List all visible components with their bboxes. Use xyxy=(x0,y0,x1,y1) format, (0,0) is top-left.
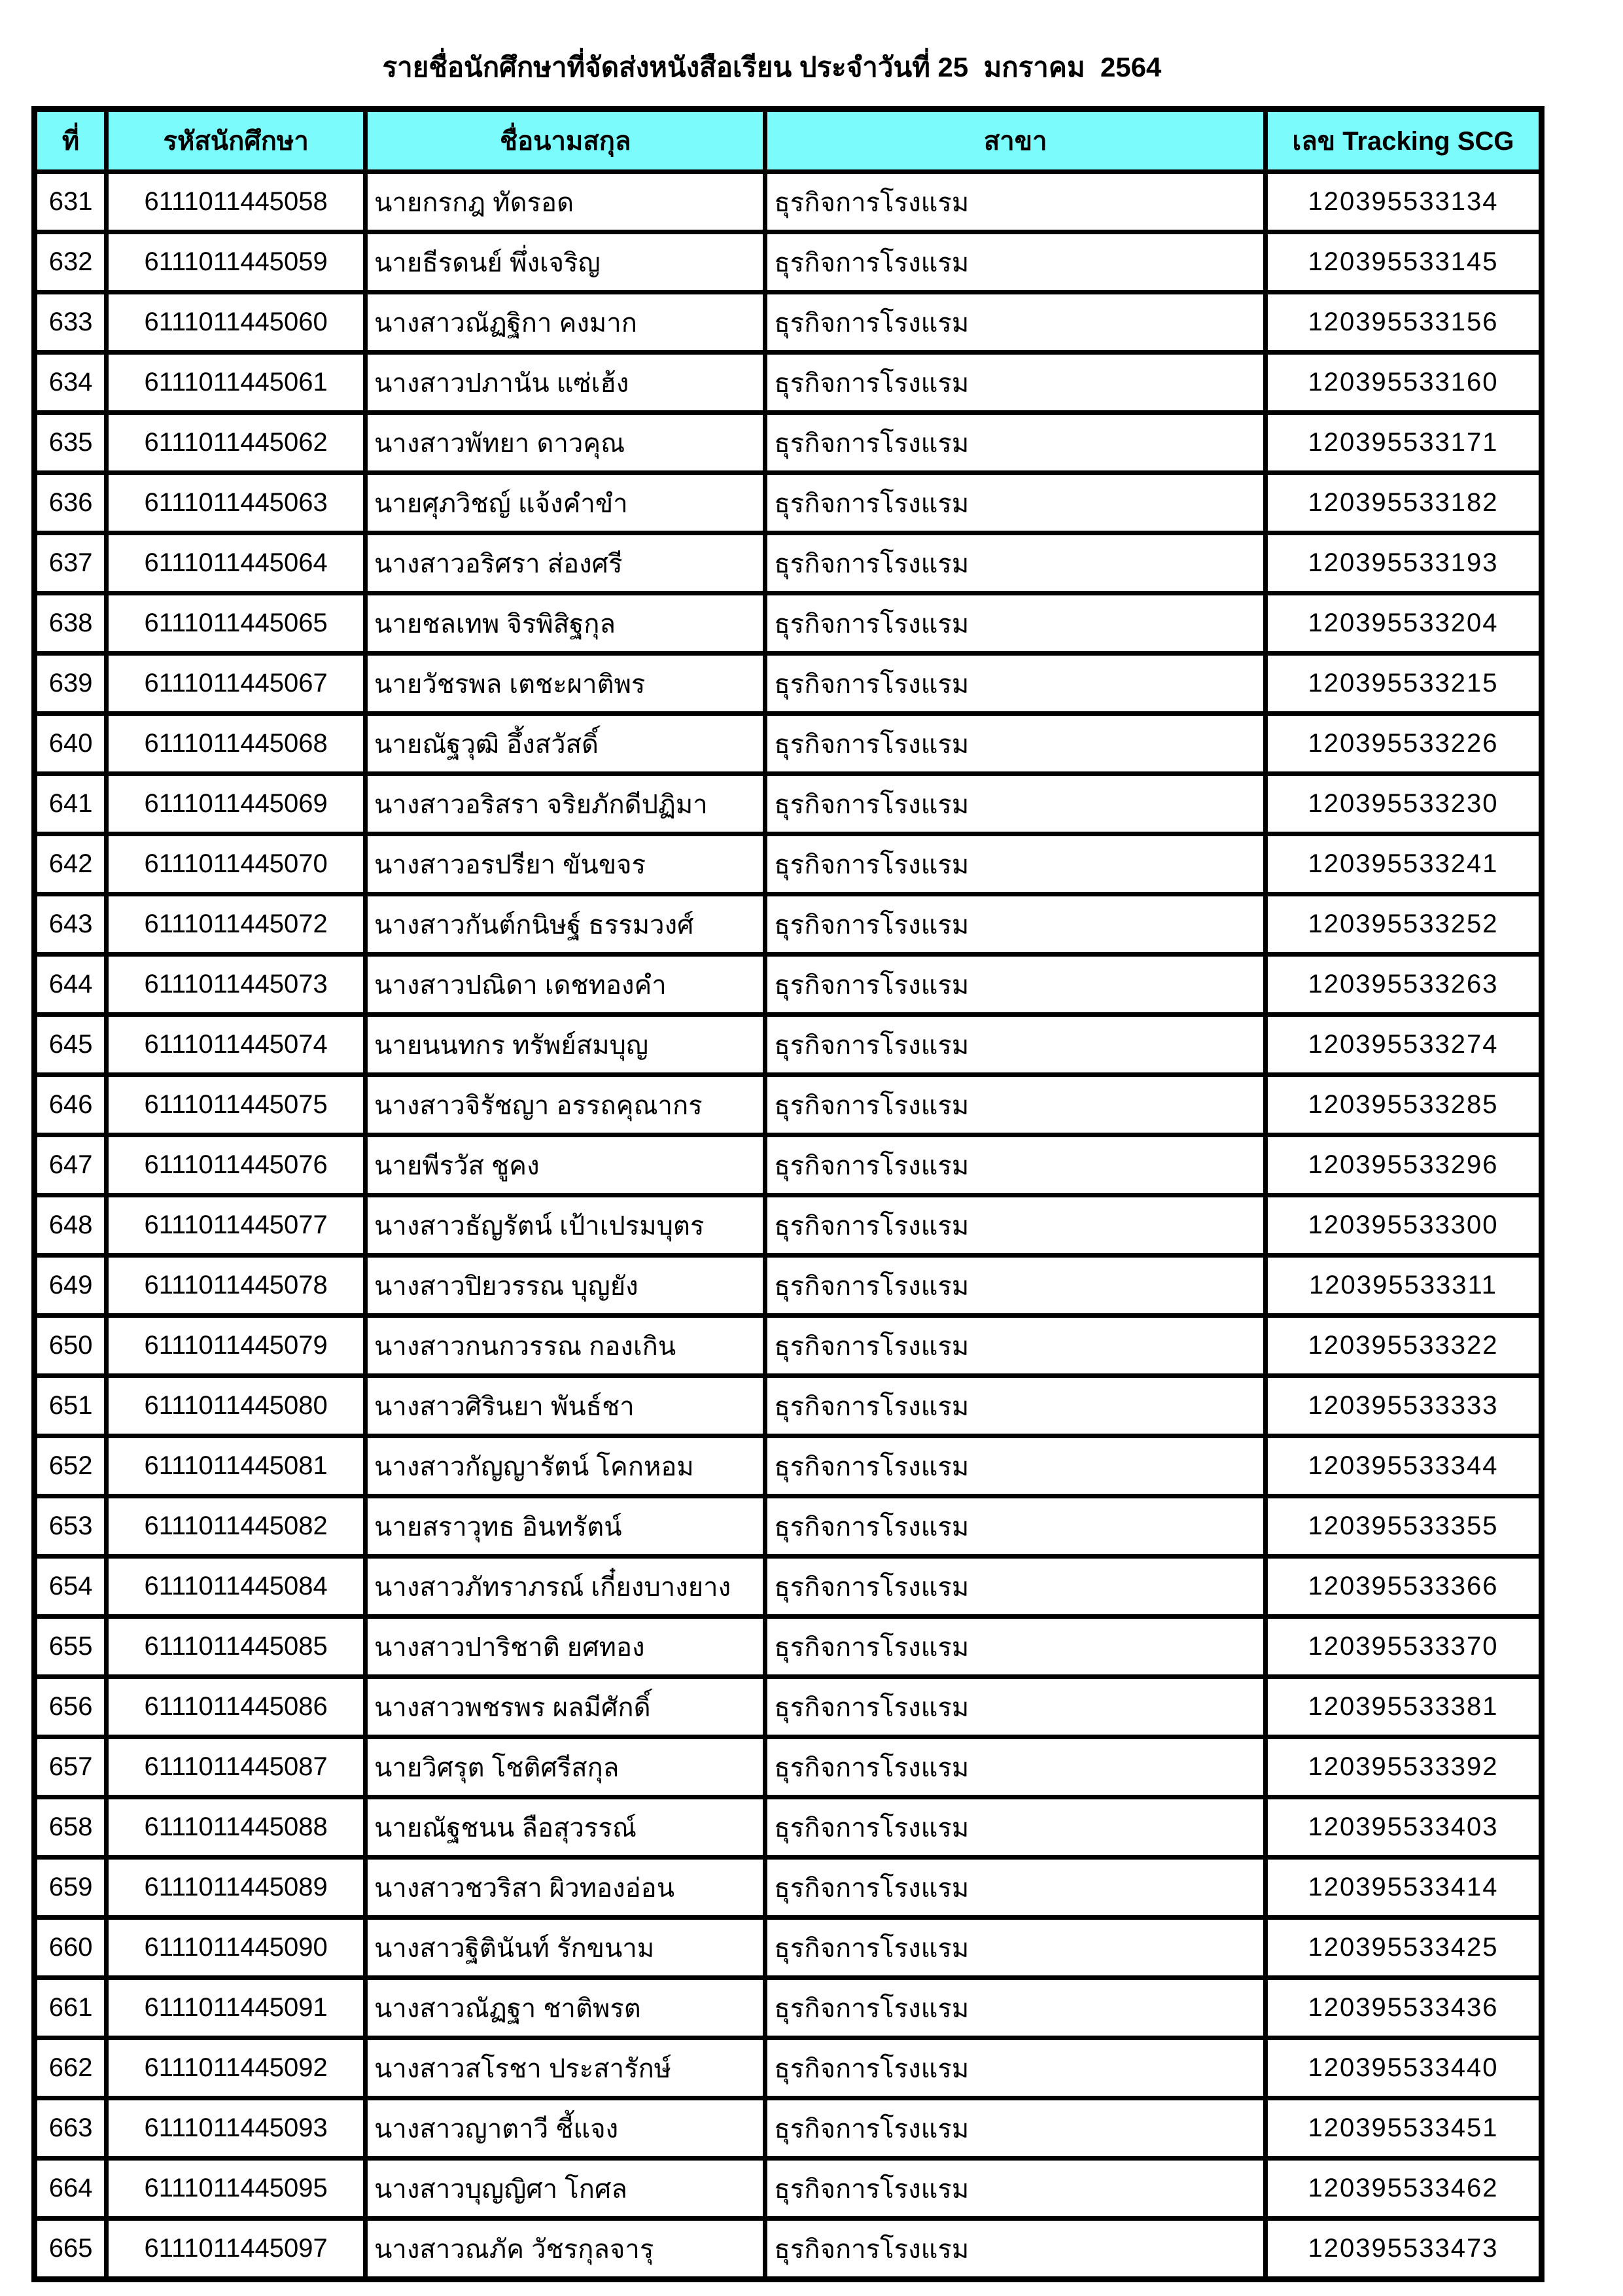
row-number-cell: 654 xyxy=(35,1557,107,1617)
row-number-cell: 648 xyxy=(35,1195,107,1256)
student-id-cell: 6111011445068 xyxy=(107,714,366,774)
table-row xyxy=(35,714,1542,774)
branch-cell: ธุรกิจการโรงแรม xyxy=(765,353,1266,413)
student-name-cell: นางสาวพชรพร ผลมีศักดิ์ xyxy=(366,1677,765,1737)
student-name-cell: นางสาวปภานัน แซ่เฮ้ง xyxy=(366,353,765,413)
row-number-cell: 639 xyxy=(35,654,107,714)
student-id-cell: 6111011445089 xyxy=(107,1858,366,1918)
student-id-cell: 6111011445093 xyxy=(107,2098,366,2159)
tracking-number-cell: 120395533451 xyxy=(1266,2098,1542,2159)
branch-cell: ธุรกิจการโรงแรม xyxy=(765,473,1266,533)
branch-cell: ธุรกิจการโรงแรม xyxy=(765,1015,1266,1075)
student-name-cell: นางสาวกนกวรรณ กองเกิน xyxy=(366,1316,765,1376)
row-number-cell: 656 xyxy=(35,1677,107,1737)
student-id-cell: 6111011445064 xyxy=(107,533,366,593)
row-number-cell: 652 xyxy=(35,1436,107,1496)
tracking-number-cell: 120395533230 xyxy=(1266,774,1542,834)
student-name-cell: นายสราวุทธ อินทรัตน์ xyxy=(366,1496,765,1557)
table-row xyxy=(35,2219,1542,2280)
branch-cell: ธุรกิจการโรงแรม xyxy=(765,654,1266,714)
table-header-row xyxy=(35,109,1542,172)
tracking-number-cell: 120395533241 xyxy=(1266,834,1542,894)
student-id-cell: 6111011445067 xyxy=(107,654,366,714)
tracking-number-cell: 120395533204 xyxy=(1266,593,1542,654)
student-name-cell: นางสาวชวริสา ผิวทองอ่อน xyxy=(366,1858,765,1918)
student-id-cell: 6111011445077 xyxy=(107,1195,366,1256)
tracking-number-cell: 120395533145 xyxy=(1266,232,1542,292)
student-name-cell: นางสาวปณิดา เดชทองคำ xyxy=(366,955,765,1015)
tracking-number-cell: 120395533226 xyxy=(1266,714,1542,774)
student-name-cell: นางสาวศิรินยา พันธ์ชา xyxy=(366,1376,765,1436)
branch-cell: ธุรกิจการโรงแรม xyxy=(765,2219,1266,2280)
student-name-cell: นายกรกฎ ทัดรอด xyxy=(366,172,765,232)
student-name-cell: นางสาวณัฏฐิกา คงมาก xyxy=(366,292,765,353)
table-row xyxy=(35,1135,1542,1195)
branch-cell: ธุรกิจการโรงแรม xyxy=(765,593,1266,654)
student-id-cell: 6111011445078 xyxy=(107,1256,366,1316)
student-id-cell: 6111011445072 xyxy=(107,894,366,955)
branch-cell: ธุรกิจการโรงแรม xyxy=(765,1316,1266,1376)
branch-cell: ธุรกิจการโรงแรม xyxy=(765,1677,1266,1737)
branch-cell: ธุรกิจการโรงแรม xyxy=(765,1436,1266,1496)
tracking-number-cell: 120395533285 xyxy=(1266,1075,1542,1135)
row-number-cell: 632 xyxy=(35,232,107,292)
student-id-cell: 6111011445091 xyxy=(107,1978,366,2038)
student-name-cell: นางสาวธัญรัตน์ เป้าเปรมบุตร xyxy=(366,1195,765,1256)
branch-cell: ธุรกิจการโรงแรม xyxy=(765,1797,1266,1858)
table-row xyxy=(35,1376,1542,1436)
student-name-cell: นางสาวณัฏฐา ชาติพรต xyxy=(366,1978,765,2038)
branch-cell: ธุรกิจการโรงแรม xyxy=(765,2098,1266,2159)
student-id-cell: 6111011445061 xyxy=(107,353,366,413)
table-row xyxy=(35,473,1542,533)
student-id-cell: 6111011445058 xyxy=(107,172,366,232)
student-name-cell: นายวิศรุต โชติศรีสกุล xyxy=(366,1737,765,1797)
tracking-number-cell: 120395533182 xyxy=(1266,473,1542,533)
student-id-cell: 6111011445092 xyxy=(107,2038,366,2098)
student-name-cell: นายพีรวัส ชูคง xyxy=(366,1135,765,1195)
tracking-number-cell: 120395533274 xyxy=(1266,1015,1542,1075)
row-number-cell: 644 xyxy=(35,955,107,1015)
student-id-cell: 6111011445076 xyxy=(107,1135,366,1195)
row-number-cell: 660 xyxy=(35,1918,107,1978)
tracking-number-cell: 120395533425 xyxy=(1266,1918,1542,1978)
tracking-number-cell: 120395533263 xyxy=(1266,955,1542,1015)
row-number-cell: 646 xyxy=(35,1075,107,1135)
branch-cell: ธุรกิจการโรงแรม xyxy=(765,955,1266,1015)
student-id-cell: 6111011445085 xyxy=(107,1617,366,1677)
branch-cell: ธุรกิจการโรงแรม xyxy=(765,1496,1266,1557)
student-id-cell: 6111011445090 xyxy=(107,1918,366,1978)
student-id-cell: 6111011445095 xyxy=(107,2159,366,2219)
row-number-cell: 636 xyxy=(35,473,107,533)
header-student-id: รหัสนักศึกษา xyxy=(107,109,366,172)
table-row xyxy=(35,172,1542,232)
tracking-number-cell: 120395533392 xyxy=(1266,1737,1542,1797)
row-number-cell: 655 xyxy=(35,1617,107,1677)
branch-cell: ธุรกิจการโรงแรม xyxy=(765,413,1266,473)
tracking-number-cell: 120395533333 xyxy=(1266,1376,1542,1436)
student-name-cell: นางสาวบุญญิศา โกศล xyxy=(366,2159,765,2219)
student-id-cell: 6111011445084 xyxy=(107,1557,366,1617)
branch-cell: ธุรกิจการโรงแรม xyxy=(765,714,1266,774)
header-no: ที่ xyxy=(35,109,107,172)
student-id-cell: 6111011445097 xyxy=(107,2219,366,2280)
student-name-cell: นางสาวอรปรียา ขันขจร xyxy=(366,834,765,894)
student-name-cell: นางสาวญาตาวี ชี้แจง xyxy=(366,2098,765,2159)
table-row xyxy=(35,1015,1542,1075)
student-id-cell: 6111011445087 xyxy=(107,1737,366,1797)
table-row xyxy=(35,413,1542,473)
row-number-cell: 658 xyxy=(35,1797,107,1858)
header-branch: สาขา xyxy=(765,109,1266,172)
table-row xyxy=(35,1496,1542,1557)
row-number-cell: 664 xyxy=(35,2159,107,2219)
student-id-cell: 6111011445062 xyxy=(107,413,366,473)
student-id-cell: 6111011445069 xyxy=(107,774,366,834)
row-number-cell: 665 xyxy=(35,2219,107,2280)
table-row xyxy=(35,1316,1542,1376)
student-name-cell: นายศุภวิชญ์ แจ้งคำขำ xyxy=(366,473,765,533)
student-id-cell: 6111011445073 xyxy=(107,955,366,1015)
row-number-cell: 657 xyxy=(35,1737,107,1797)
row-number-cell: 662 xyxy=(35,2038,107,2098)
branch-cell: ธุรกิจการโรงแรม xyxy=(765,2038,1266,2098)
table-row xyxy=(35,1858,1542,1918)
student-name-cell: นางสาวปาริชาติ ยศทอง xyxy=(366,1617,765,1677)
table-row xyxy=(35,533,1542,593)
student-name-cell: นางสาวพัทยา ดาวคุณ xyxy=(366,413,765,473)
branch-cell: ธุรกิจการโรงแรม xyxy=(765,1858,1266,1918)
table-row xyxy=(35,1075,1542,1135)
student-name-cell: นายณัฐชนน ลือสุวรรณ์ xyxy=(366,1797,765,1858)
student-name-cell: นางสาวกัญญารัตน์ โคกหอม xyxy=(366,1436,765,1496)
branch-cell: ธุรกิจการโรงแรม xyxy=(765,1918,1266,1978)
branch-cell: ธุรกิจการโรงแรม xyxy=(765,1978,1266,2038)
row-number-cell: 649 xyxy=(35,1256,107,1316)
branch-cell: ธุรกิจการโรงแรม xyxy=(765,172,1266,232)
table-row xyxy=(35,834,1542,894)
header-tracking: เลข Tracking SCG xyxy=(1266,109,1542,172)
table-row xyxy=(35,1617,1542,1677)
tracking-number-cell: 120395533344 xyxy=(1266,1436,1542,1496)
student-id-cell: 6111011445074 xyxy=(107,1015,366,1075)
tracking-number-cell: 120395533414 xyxy=(1266,1858,1542,1918)
tracking-number-cell: 120395533440 xyxy=(1266,2038,1542,2098)
table-row xyxy=(35,955,1542,1015)
table-row xyxy=(35,654,1542,714)
table-row xyxy=(35,2159,1542,2219)
student-name-cell: นางสาวภัทราภรณ์ เกี๋ยงบางยาง xyxy=(366,1557,765,1617)
branch-cell: ธุรกิจการโรงแรม xyxy=(765,232,1266,292)
student-shipping-table xyxy=(31,106,1544,2282)
table-row xyxy=(35,1436,1542,1496)
branch-cell: ธุรกิจการโรงแรม xyxy=(765,894,1266,955)
tracking-number-cell: 120395533322 xyxy=(1266,1316,1542,1376)
tracking-number-cell: 120395533134 xyxy=(1266,172,1542,232)
tracking-number-cell: 120395533462 xyxy=(1266,2159,1542,2219)
student-id-cell: 6111011445065 xyxy=(107,593,366,654)
table-row xyxy=(35,1918,1542,1978)
tracking-number-cell: 120395533473 xyxy=(1266,2219,1542,2280)
tracking-number-cell: 120395533215 xyxy=(1266,654,1542,714)
student-id-cell: 6111011445063 xyxy=(107,473,366,533)
tracking-number-cell: 120395533436 xyxy=(1266,1978,1542,2038)
branch-cell: ธุรกิจการโรงแรม xyxy=(765,1195,1266,1256)
row-number-cell: 647 xyxy=(35,1135,107,1195)
branch-cell: ธุรกิจการโรงแรม xyxy=(765,1617,1266,1677)
row-number-cell: 659 xyxy=(35,1858,107,1918)
row-number-cell: 651 xyxy=(35,1376,107,1436)
branch-cell: ธุรกิจการโรงแรม xyxy=(765,1256,1266,1316)
row-number-cell: 641 xyxy=(35,774,107,834)
table-body xyxy=(35,172,1542,2280)
table-row xyxy=(35,1797,1542,1858)
row-number-cell: 643 xyxy=(35,894,107,955)
tracking-number-cell: 120395533355 xyxy=(1266,1496,1542,1557)
student-name-cell: นางสาวอริศรา ส่องศรี xyxy=(366,533,765,593)
branch-cell: ธุรกิจการโรงแรม xyxy=(765,292,1266,353)
branch-cell: ธุรกิจการโรงแรม xyxy=(765,1376,1266,1436)
table-row xyxy=(35,2038,1542,2098)
branch-cell: ธุรกิจการโรงแรม xyxy=(765,1737,1266,1797)
table-header xyxy=(35,109,1542,172)
student-name-cell: นางสาวปิยวรรณ บุญยัง xyxy=(366,1256,765,1316)
row-number-cell: 653 xyxy=(35,1496,107,1557)
row-number-cell: 661 xyxy=(35,1978,107,2038)
table-row xyxy=(35,232,1542,292)
student-name-cell: นางสาวอริสรา จริยภักดีปฏิมา xyxy=(366,774,765,834)
student-name-cell: นายวัชรพล เตชะผาติพร xyxy=(366,654,765,714)
tracking-number-cell: 120395533403 xyxy=(1266,1797,1542,1858)
student-name-cell: นายณัฐวุฒิ อึ้งสวัสดิ์ xyxy=(366,714,765,774)
row-number-cell: 637 xyxy=(35,533,107,593)
table-row xyxy=(35,292,1542,353)
branch-cell: ธุรกิจการโรงแรม xyxy=(765,774,1266,834)
tracking-number-cell: 120395533311 xyxy=(1266,1256,1542,1316)
table-row xyxy=(35,1677,1542,1737)
branch-cell: ธุรกิจการโรงแรม xyxy=(765,1135,1266,1195)
student-name-cell: นายนนทกร ทรัพย์สมบุญ xyxy=(366,1015,765,1075)
student-id-cell: 6111011445059 xyxy=(107,232,366,292)
tracking-number-cell: 120395533160 xyxy=(1266,353,1542,413)
branch-cell: ธุรกิจการโรงแรม xyxy=(765,2159,1266,2219)
table-row xyxy=(35,1978,1542,2038)
page-title: รายชื่อนักศึกษาที่จัดส่งหนังสือเรียน ประจำวันที่ 25 มกราคม 2564 xyxy=(382,52,1162,82)
tracking-number-cell: 120395533370 xyxy=(1266,1617,1542,1677)
student-name-cell: นางสาวณภัค วัชรกุลจารุ xyxy=(366,2219,765,2280)
student-name-cell: นางสาวฐิตินันท์ รักขนาม xyxy=(366,1918,765,1978)
header-name: ชื่อนามสกุล xyxy=(366,109,765,172)
row-number-cell: 642 xyxy=(35,834,107,894)
branch-cell: ธุรกิจการโรงแรม xyxy=(765,533,1266,593)
row-number-cell: 645 xyxy=(35,1015,107,1075)
table-row xyxy=(35,774,1542,834)
tracking-number-cell: 120395533171 xyxy=(1266,413,1542,473)
student-id-cell: 6111011445079 xyxy=(107,1316,366,1376)
table-row xyxy=(35,593,1542,654)
student-id-cell: 6111011445075 xyxy=(107,1075,366,1135)
student-id-cell: 6111011445086 xyxy=(107,1677,366,1737)
student-name-cell: นางสาวจิรัชญา อรรถคุณากร xyxy=(366,1075,765,1135)
row-number-cell: 633 xyxy=(35,292,107,353)
student-id-cell: 6111011445081 xyxy=(107,1436,366,1496)
row-number-cell: 663 xyxy=(35,2098,107,2159)
table-row xyxy=(35,894,1542,955)
tracking-number-cell: 120395533193 xyxy=(1266,533,1542,593)
row-number-cell: 650 xyxy=(35,1316,107,1376)
table-row xyxy=(35,1256,1542,1316)
tracking-number-cell: 120395533252 xyxy=(1266,894,1542,955)
student-id-cell: 6111011445082 xyxy=(107,1496,366,1557)
row-number-cell: 638 xyxy=(35,593,107,654)
table-row xyxy=(35,353,1542,413)
table-row xyxy=(35,1737,1542,1797)
row-number-cell: 640 xyxy=(35,714,107,774)
branch-cell: ธุรกิจการโรงแรม xyxy=(765,834,1266,894)
row-number-cell: 631 xyxy=(35,172,107,232)
tracking-number-cell: 120395533366 xyxy=(1266,1557,1542,1617)
tracking-number-cell: 120395533381 xyxy=(1266,1677,1542,1737)
student-id-cell: 6111011445080 xyxy=(107,1376,366,1436)
student-name-cell: นายชลเทพ จิรพิสิฐกุล xyxy=(366,593,765,654)
row-number-cell: 634 xyxy=(35,353,107,413)
student-id-cell: 6111011445070 xyxy=(107,834,366,894)
tracking-number-cell: 120395533156 xyxy=(1266,292,1542,353)
tracking-number-cell: 120395533296 xyxy=(1266,1135,1542,1195)
student-name-cell: นางสาวสโรชา ประสารักษ์ xyxy=(366,2038,765,2098)
branch-cell: ธุรกิจการโรงแรม xyxy=(765,1557,1266,1617)
tracking-number-cell: 120395533300 xyxy=(1266,1195,1542,1256)
student-name-cell: นางสาวกันต์กนิษฐ์ ธรรมวงศ์ xyxy=(366,894,765,955)
row-number-cell: 635 xyxy=(35,413,107,473)
table-row xyxy=(35,1195,1542,1256)
branch-cell: ธุรกิจการโรงแรม xyxy=(765,1075,1266,1135)
student-name-cell: นายธีรดนย์ พึ่งเจริญ xyxy=(366,232,765,292)
table-row xyxy=(35,2098,1542,2159)
student-id-cell: 6111011445088 xyxy=(107,1797,366,1858)
table-row xyxy=(35,1557,1542,1617)
student-id-cell: 6111011445060 xyxy=(107,292,366,353)
